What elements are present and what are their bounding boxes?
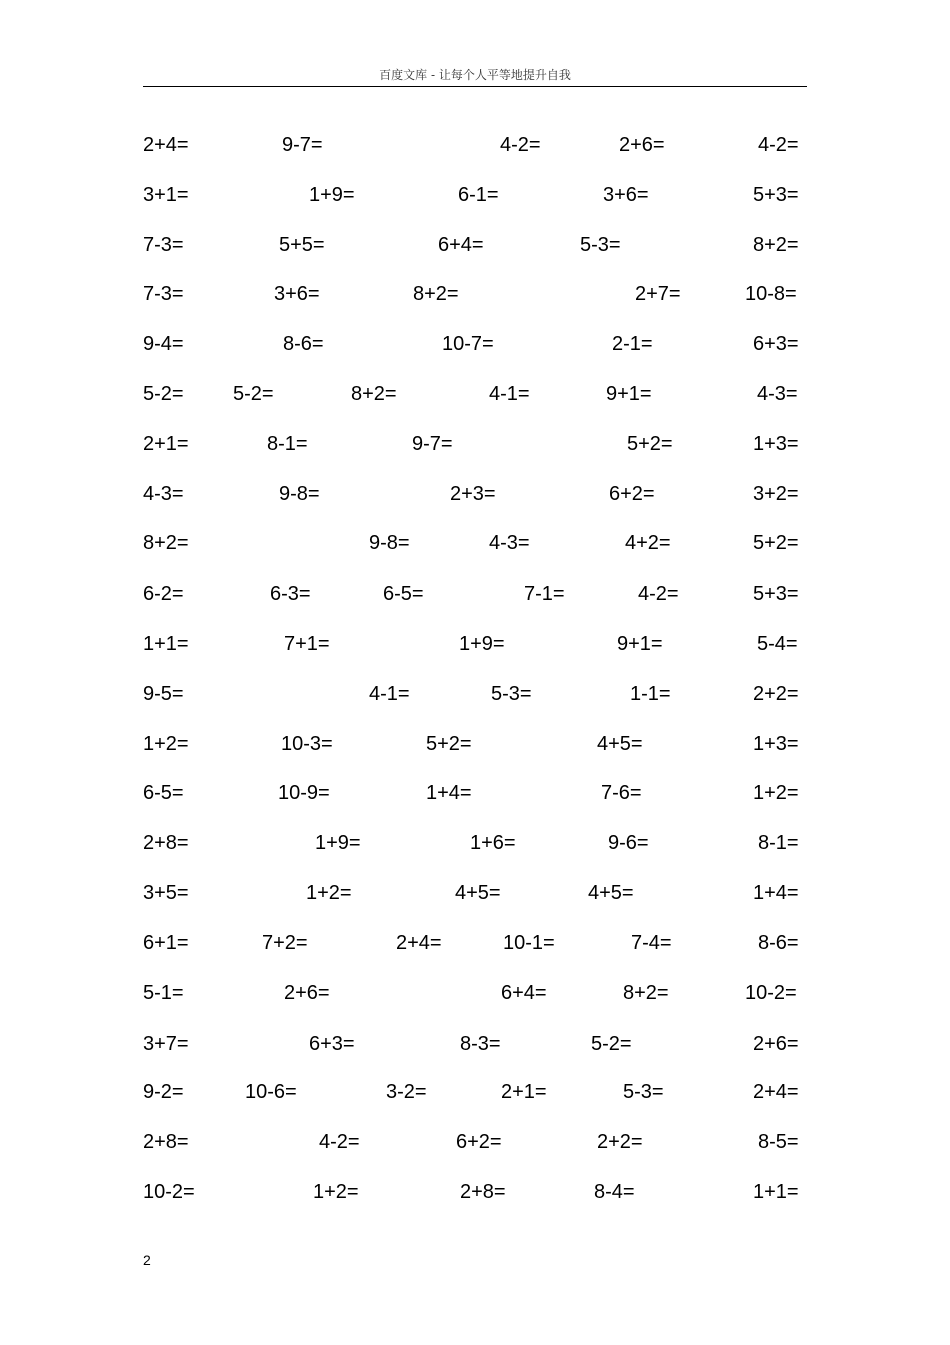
arithmetic-problem: 6+4= (501, 982, 547, 1004)
arithmetic-problem: 5-2= (233, 383, 274, 405)
page-header: 百度文库 - 让每个人平等地提升自我 (379, 68, 571, 82)
arithmetic-problem: 1+4= (426, 782, 472, 804)
arithmetic-problem: 3+5= (143, 882, 189, 904)
arithmetic-problem: 1+9= (309, 184, 355, 206)
arithmetic-problem: 4-3= (489, 532, 530, 554)
arithmetic-problem: 7-4= (631, 932, 672, 954)
arithmetic-problem: 2+1= (143, 433, 189, 455)
arithmetic-problem: 1+2= (753, 782, 799, 804)
arithmetic-problem: 5+2= (426, 733, 472, 755)
arithmetic-problem: 1-1= (630, 683, 671, 705)
arithmetic-problem: 10-2= (745, 982, 797, 1004)
arithmetic-problem: 5-1= (143, 982, 184, 1004)
arithmetic-problem: 5+2= (753, 532, 799, 554)
arithmetic-problem: 4-2= (638, 583, 679, 605)
arithmetic-problem: 8-4= (594, 1181, 635, 1203)
arithmetic-problem: 2+2= (597, 1131, 643, 1153)
arithmetic-problem: 6-1= (458, 184, 499, 206)
arithmetic-problem: 4+5= (588, 882, 634, 904)
arithmetic-problem: 4-2= (319, 1131, 360, 1153)
arithmetic-problem: 5-2= (591, 1033, 632, 1055)
arithmetic-problem: 5+2= (627, 433, 673, 455)
arithmetic-problem: 2+8= (143, 832, 189, 854)
arithmetic-problem: 2+8= (460, 1181, 506, 1203)
arithmetic-problem: 7-3= (143, 283, 184, 305)
arithmetic-problem: 2+6= (753, 1033, 799, 1055)
arithmetic-problem: 1+4= (753, 882, 799, 904)
arithmetic-problem: 1+9= (459, 633, 505, 655)
arithmetic-problem: 6+3= (309, 1033, 355, 1055)
arithmetic-problem: 4-3= (143, 483, 184, 505)
arithmetic-problem: 1+2= (306, 882, 352, 904)
arithmetic-problem: 6+1= (143, 932, 189, 954)
arithmetic-problem: 6-2= (143, 583, 184, 605)
arithmetic-problem: 9-7= (412, 433, 453, 455)
arithmetic-problem: 9-8= (279, 483, 320, 505)
arithmetic-problem: 2+6= (284, 982, 330, 1004)
arithmetic-problem: 9-6= (608, 832, 649, 854)
arithmetic-problem: 9-7= (282, 134, 323, 156)
arithmetic-problem: 8-1= (758, 832, 799, 854)
arithmetic-problem: 8+2= (413, 283, 459, 305)
arithmetic-problem: 4+2= (625, 532, 671, 554)
arithmetic-problem: 8+2= (351, 383, 397, 405)
arithmetic-problem: 1+1= (753, 1181, 799, 1203)
arithmetic-problem: 7+1= (284, 633, 330, 655)
arithmetic-problem: 1+6= (470, 832, 516, 854)
arithmetic-problem: 5-3= (580, 234, 621, 256)
arithmetic-problem: 4+5= (597, 733, 643, 755)
arithmetic-problem: 6+4= (438, 234, 484, 256)
arithmetic-problem: 3+6= (274, 283, 320, 305)
arithmetic-problem: 8-1= (267, 433, 308, 455)
arithmetic-problem: 10-9= (278, 782, 330, 804)
arithmetic-problem: 9-5= (143, 683, 184, 705)
arithmetic-problem: 5-3= (491, 683, 532, 705)
arithmetic-problem: 1+3= (753, 433, 799, 455)
arithmetic-problem: 8+2= (623, 982, 669, 1004)
arithmetic-problem: 10-8= (745, 283, 797, 305)
arithmetic-problem: 4-2= (500, 134, 541, 156)
arithmetic-problem: 9-2= (143, 1081, 184, 1103)
arithmetic-problem: 8+2= (753, 234, 799, 256)
arithmetic-problem: 2+1= (501, 1081, 547, 1103)
arithmetic-problem: 2+3= (450, 483, 496, 505)
arithmetic-problem: 9+1= (617, 633, 663, 655)
arithmetic-problem: 3+2= (753, 483, 799, 505)
arithmetic-problem: 2-1= (612, 333, 653, 355)
arithmetic-problem: 7+2= (262, 932, 308, 954)
arithmetic-problem: 8-6= (758, 932, 799, 954)
arithmetic-problem: 7-3= (143, 234, 184, 256)
arithmetic-problem: 1+2= (143, 733, 189, 755)
arithmetic-problem: 3-2= (386, 1081, 427, 1103)
arithmetic-problem: 10-7= (442, 333, 494, 355)
arithmetic-problem: 8-3= (460, 1033, 501, 1055)
arithmetic-problem: 5+3= (753, 184, 799, 206)
arithmetic-problem: 2+8= (143, 1131, 189, 1153)
arithmetic-problem: 2+6= (619, 134, 665, 156)
arithmetic-problem: 8-6= (283, 333, 324, 355)
arithmetic-problem: 10-3= (281, 733, 333, 755)
arithmetic-problem: 9+1= (606, 383, 652, 405)
arithmetic-problem: 2+4= (396, 932, 442, 954)
arithmetic-problem: 1+2= (313, 1181, 359, 1203)
arithmetic-problem: 2+2= (753, 683, 799, 705)
arithmetic-problem: 10-1= (503, 932, 555, 954)
arithmetic-problem: 1+1= (143, 633, 189, 655)
arithmetic-problem: 6-5= (143, 782, 184, 804)
arithmetic-problem: 7-1= (524, 583, 565, 605)
arithmetic-problem: 5+5= (279, 234, 325, 256)
arithmetic-problem: 4-1= (489, 383, 530, 405)
arithmetic-problem: 4-2= (758, 134, 799, 156)
arithmetic-problem: 5-3= (623, 1081, 664, 1103)
arithmetic-problem: 6+2= (609, 483, 655, 505)
arithmetic-problem: 4+5= (455, 882, 501, 904)
arithmetic-problem: 3+7= (143, 1033, 189, 1055)
header-divider (143, 86, 807, 87)
arithmetic-problem: 2+4= (753, 1081, 799, 1103)
arithmetic-problem: 7-6= (601, 782, 642, 804)
arithmetic-problem: 3+6= (603, 184, 649, 206)
arithmetic-problem: 2+7= (635, 283, 681, 305)
arithmetic-problem: 5+3= (753, 583, 799, 605)
arithmetic-problem: 5-2= (143, 383, 184, 405)
arithmetic-problem: 2+4= (143, 134, 189, 156)
arithmetic-problem: 1+9= (315, 832, 361, 854)
arithmetic-problem: 10-6= (245, 1081, 297, 1103)
arithmetic-problem: 4-1= (369, 683, 410, 705)
arithmetic-problem: 6-5= (383, 583, 424, 605)
arithmetic-problem: 10-2= (143, 1181, 195, 1203)
arithmetic-problem: 5-4= (757, 633, 798, 655)
arithmetic-problem: 6+3= (753, 333, 799, 355)
page-number: 2 (143, 1252, 151, 1268)
arithmetic-problem: 9-4= (143, 333, 184, 355)
arithmetic-problem: 6+2= (456, 1131, 502, 1153)
arithmetic-problem: 9-8= (369, 532, 410, 554)
arithmetic-problem: 1+3= (753, 733, 799, 755)
arithmetic-problem: 6-3= (270, 583, 311, 605)
arithmetic-problem: 3+1= (143, 184, 189, 206)
arithmetic-problem: 8-5= (758, 1131, 799, 1153)
arithmetic-problem: 4-3= (757, 383, 798, 405)
arithmetic-problem: 8+2= (143, 532, 189, 554)
